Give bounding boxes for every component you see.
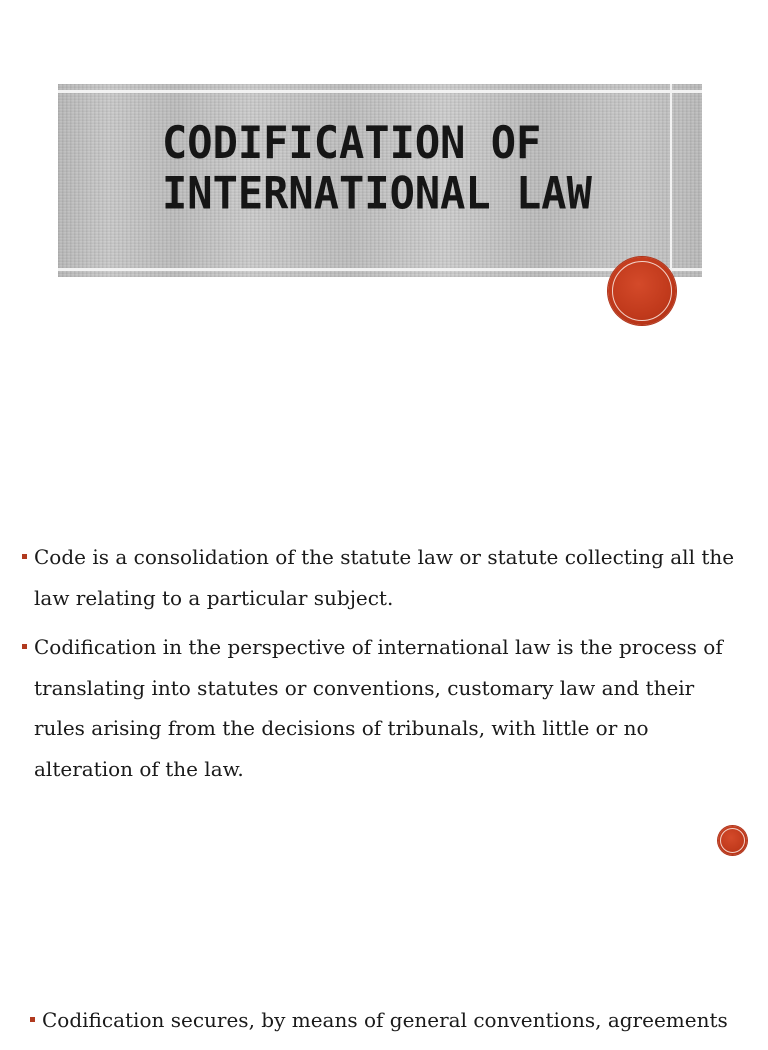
- bullet-square-icon: [22, 554, 27, 559]
- bullet-text: Code is a consolidation of the statute law or statute collecting all the law relating to a particular subject.: [34, 545, 735, 610]
- bullet-square-icon: [22, 644, 27, 649]
- banner-line-top: [58, 90, 702, 93]
- title-banner: [58, 84, 702, 277]
- bullet-square-icon: [30, 1017, 35, 1022]
- slide-title-line-2: INTERNATIONAL LAW: [162, 167, 592, 219]
- bullet-item: [22, 627, 742, 789]
- bullet-text: Codification secures, by means of general conventions, agreements: [42, 1008, 728, 1032]
- decorative-circle-small: [718, 826, 747, 855]
- bullet-list: [22, 537, 742, 798]
- bullet-text: Codification in the perspective of international law is the process of translating into statutes or conventions, customary law and their rules arising from the decisions of tribunals, with little or no alteration of the law.: [34, 635, 723, 781]
- banner-line-right: [670, 84, 672, 277]
- slide-title-line-1: CODIFICATION OF: [162, 116, 542, 169]
- slide-title: [162, 118, 642, 219]
- banner-line-bottom: [58, 268, 702, 271]
- bullet-item: [30, 1000, 750, 1041]
- bullet-list-continued: [30, 1000, 750, 1050]
- bullet-item: [22, 537, 742, 618]
- decorative-circle-large: [608, 257, 676, 325]
